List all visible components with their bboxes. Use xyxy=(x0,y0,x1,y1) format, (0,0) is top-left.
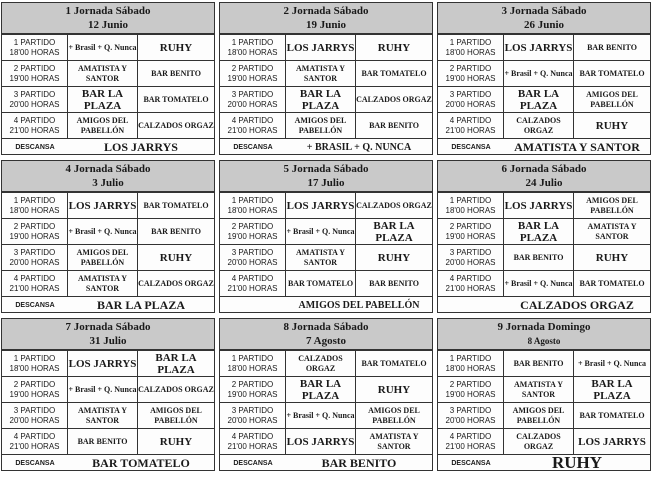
match-time: 21'00 HORAS xyxy=(9,283,60,293)
jornada-header xyxy=(219,2,433,34)
descansa-team: + BRASIL + Q. NUNCA xyxy=(306,141,412,153)
match-slot xyxy=(438,61,504,86)
home-team: AMIGOS DEL PABELLÓN xyxy=(68,245,138,270)
jornada-card xyxy=(219,160,433,313)
jornada-date: 19 Junio xyxy=(305,19,347,31)
match-slot xyxy=(2,351,68,376)
jornada-card xyxy=(219,2,433,155)
home-team: BAR LA PLAZA xyxy=(68,87,138,112)
away-team: CALZADOS ORGAZ xyxy=(356,94,432,104)
match-row xyxy=(220,428,432,454)
away-team: BAR LA PLAZA xyxy=(373,219,415,244)
match-time: 21'00 HORAS xyxy=(9,441,60,451)
match-slot xyxy=(220,377,286,402)
partido-label: 4 PARTIDO xyxy=(449,115,492,125)
partido-label: 1 PARTIDO xyxy=(449,37,492,47)
match-row xyxy=(438,34,650,60)
match-time: 20'00 HORAS xyxy=(445,257,496,267)
match-slot xyxy=(438,113,504,138)
home-team: AMIGOS DEL PABELLÓN xyxy=(286,113,356,138)
home-team: BAR BENITO xyxy=(68,429,138,454)
match-row xyxy=(438,192,650,218)
jornada-card xyxy=(437,2,651,155)
away-team: + Brasil + Q. Nunca xyxy=(577,358,646,368)
away-team: LOS JARRYS xyxy=(578,435,646,448)
match-slot xyxy=(438,35,504,60)
match-slot xyxy=(220,403,286,428)
match-slot xyxy=(438,377,504,402)
jornada-card xyxy=(1,318,215,471)
away-team: RUHY xyxy=(377,251,411,264)
match-slot xyxy=(220,87,286,112)
match-row xyxy=(2,112,214,138)
away-team: BAR TOMATELO xyxy=(579,68,645,78)
match-slot xyxy=(220,35,286,60)
partido-label: 3 PARTIDO xyxy=(13,247,56,257)
home-team: BAR TOMATELO xyxy=(286,271,356,296)
match-row xyxy=(438,112,650,138)
match-time: 18'00 HORAS xyxy=(227,205,278,215)
jornada-title: 2 Jornada Sábado xyxy=(283,5,369,17)
match-row xyxy=(220,112,432,138)
away-team: CALZADOS ORGAZ xyxy=(138,120,214,130)
match-time: 21'00 HORAS xyxy=(227,283,278,293)
away-team: RUHY xyxy=(377,41,411,54)
match-row xyxy=(2,218,214,244)
away-team: BAR LA PLAZA xyxy=(155,351,197,376)
home-team: LOS JARRYS xyxy=(286,35,356,60)
match-time: 20'00 HORAS xyxy=(9,99,60,109)
jornada-title: 7 Jornada Sábado xyxy=(65,321,151,333)
partido-label: 4 PARTIDO xyxy=(231,273,274,283)
match-time: 18'00 HORAS xyxy=(9,205,60,215)
match-time: 19'00 HORAS xyxy=(9,73,60,83)
descansa-label xyxy=(220,297,286,313)
match-row xyxy=(220,402,432,428)
partido-label: 2 PARTIDO xyxy=(231,63,274,73)
jornada-header xyxy=(1,2,215,34)
partido-label: 1 PARTIDO xyxy=(231,353,274,363)
jornada-header xyxy=(1,318,215,350)
partido-label: 2 PARTIDO xyxy=(13,63,56,73)
home-team: + Brasil + Q. Nunca xyxy=(504,61,574,86)
away-team: CALZADOS ORGAZ xyxy=(138,384,214,394)
away-team: AMIGOS DEL PABELLÓN xyxy=(368,405,420,425)
match-slot xyxy=(220,193,286,218)
match-row xyxy=(438,270,650,296)
home-team: AMATISTA Y SANTOR xyxy=(504,377,574,402)
match-row xyxy=(220,270,432,296)
partido-label: 2 PARTIDO xyxy=(449,63,492,73)
match-row xyxy=(438,376,650,402)
descansa-row xyxy=(438,454,650,471)
home-team: + Brasil + Q. Nunca xyxy=(68,35,138,60)
home-team: BAR BENITO xyxy=(504,351,574,376)
away-team: BAR TOMATELO xyxy=(361,68,427,78)
partido-label: 4 PARTIDO xyxy=(231,431,274,441)
descansa-row xyxy=(438,138,650,155)
jornada-date: 31 Julio xyxy=(89,335,127,347)
match-slot xyxy=(438,245,504,270)
away-team: RUHY xyxy=(595,251,629,264)
match-time: 19'00 HORAS xyxy=(227,231,278,241)
match-time: 18'00 HORAS xyxy=(445,47,496,57)
home-team: CALZADOS ORGAZ xyxy=(504,113,574,138)
descansa-row xyxy=(220,454,432,471)
descansa-team: LOS JARRYS xyxy=(104,139,178,154)
descansa-team: CALZADOS ORGAZ xyxy=(520,297,634,312)
jornada-header xyxy=(437,318,651,350)
match-time: 21'00 HORAS xyxy=(445,441,496,451)
match-row xyxy=(2,244,214,270)
partido-label: 3 PARTIDO xyxy=(449,405,492,415)
match-row xyxy=(438,86,650,112)
jornada-date: 7 Agosto xyxy=(305,335,347,347)
away-team: CALZADOS ORGAZ xyxy=(138,278,214,288)
home-team: BAR BENITO xyxy=(504,245,574,270)
jornada-card xyxy=(219,318,433,471)
descansa-label: DESCANSA xyxy=(451,143,491,151)
match-time: 18'00 HORAS xyxy=(445,363,496,373)
descansa-team: AMATISTA Y SANTOR xyxy=(514,139,640,154)
descansa-label: DESCANSA xyxy=(15,301,55,309)
home-team: + Brasil + Q. Nunca xyxy=(286,219,356,244)
match-row xyxy=(438,60,650,86)
match-time: 19'00 HORAS xyxy=(227,389,278,399)
match-time: 18'00 HORAS xyxy=(227,47,278,57)
jornada-date: 26 Junio xyxy=(523,19,565,31)
match-time: 20'00 HORAS xyxy=(9,415,60,425)
descansa-row xyxy=(2,454,214,471)
jornada-header xyxy=(437,160,651,192)
descansa-team: RUHY xyxy=(551,453,603,472)
match-row xyxy=(220,60,432,86)
home-team: LOS JARRYS xyxy=(68,193,138,218)
match-time: 21'00 HORAS xyxy=(445,125,496,135)
match-slot xyxy=(2,271,68,296)
home-team: AMATISTA Y SANTOR xyxy=(286,245,356,270)
partido-label: 1 PARTIDO xyxy=(13,37,56,47)
match-slot xyxy=(438,219,504,244)
match-slot xyxy=(220,245,286,270)
descansa-row xyxy=(438,296,650,313)
jornada-card xyxy=(1,2,215,155)
jornada-date: 12 Junio xyxy=(87,19,129,31)
away-team: BAR LA PLAZA xyxy=(591,377,633,402)
match-slot xyxy=(2,193,68,218)
away-team: BAR TOMATELO xyxy=(579,410,645,420)
partido-label: 1 PARTIDO xyxy=(231,37,274,47)
away-team: BAR BENITO xyxy=(369,120,419,130)
jornada-title: 1 Jornada Sábado xyxy=(65,5,151,17)
away-team: AMIGOS DEL PABELLÓN xyxy=(150,405,202,425)
match-time: 21'00 HORAS xyxy=(445,283,496,293)
jornada-card xyxy=(437,318,651,471)
jornada-date: 8 Agosto xyxy=(527,336,561,346)
partido-label: 3 PARTIDO xyxy=(449,247,492,257)
partido-label: 4 PARTIDO xyxy=(13,115,56,125)
match-time: 21'00 HORAS xyxy=(227,441,278,451)
match-row xyxy=(438,218,650,244)
home-team: LOS JARRYS xyxy=(286,429,356,454)
partido-label: 1 PARTIDO xyxy=(449,195,492,205)
jornada-card xyxy=(1,160,215,313)
away-team: AMATISTA Y SANTOR xyxy=(587,221,637,241)
descansa-label xyxy=(438,297,504,313)
match-time: 19'00 HORAS xyxy=(227,73,278,83)
jornada-header xyxy=(219,318,433,350)
partido-label: 2 PARTIDO xyxy=(449,221,492,231)
partido-label: 2 PARTIDO xyxy=(231,379,274,389)
match-row xyxy=(2,428,214,454)
partido-label: 2 PARTIDO xyxy=(449,379,492,389)
away-team: BAR TOMATELO xyxy=(143,94,209,104)
partido-label: 1 PARTIDO xyxy=(449,353,492,363)
match-row xyxy=(438,402,650,428)
home-team: LOS JARRYS xyxy=(68,351,138,376)
partido-label: 3 PARTIDO xyxy=(449,89,492,99)
partido-label: 4 PARTIDO xyxy=(231,115,274,125)
match-row xyxy=(438,244,650,270)
match-row xyxy=(220,86,432,112)
partido-label: 3 PARTIDO xyxy=(13,89,56,99)
away-team: RUHY xyxy=(377,383,411,396)
descansa-team: BAR TOMATELO xyxy=(92,455,190,470)
descansa-label: DESCANSA xyxy=(233,459,273,467)
home-team: LOS JARRYS xyxy=(504,35,574,60)
descansa-row xyxy=(220,296,432,313)
match-slot xyxy=(2,35,68,60)
match-time: 19'00 HORAS xyxy=(445,73,496,83)
home-team: AMATISTA Y SANTOR xyxy=(68,403,138,428)
match-slot xyxy=(438,87,504,112)
match-row xyxy=(438,428,650,454)
partido-label: 1 PARTIDO xyxy=(13,353,56,363)
partido-label: 4 PARTIDO xyxy=(449,273,492,283)
match-slot xyxy=(2,219,68,244)
descansa-row xyxy=(2,296,214,313)
match-slot xyxy=(438,429,504,454)
home-team: + Brasil + Q. Nunca xyxy=(504,271,574,296)
match-row xyxy=(220,218,432,244)
match-slot xyxy=(220,113,286,138)
match-slot xyxy=(2,429,68,454)
jornada-title: 8 Jornada Sábado xyxy=(283,321,369,333)
partido-label: 4 PARTIDO xyxy=(449,431,492,441)
match-slot xyxy=(2,377,68,402)
match-time: 20'00 HORAS xyxy=(227,415,278,425)
match-row xyxy=(220,34,432,60)
match-slot xyxy=(438,403,504,428)
jornada-title: 6 Jornada Sábado xyxy=(501,163,587,175)
match-slot xyxy=(220,61,286,86)
match-slot xyxy=(2,61,68,86)
away-team: RUHY xyxy=(159,251,193,264)
partido-label: 2 PARTIDO xyxy=(13,221,56,231)
away-team: BAR BENITO xyxy=(587,42,637,52)
match-time: 20'00 HORAS xyxy=(445,99,496,109)
partido-label: 4 PARTIDO xyxy=(13,431,56,441)
match-row xyxy=(220,376,432,402)
jornada-date: 17 Julio xyxy=(307,177,345,189)
partido-label: 2 PARTIDO xyxy=(13,379,56,389)
match-time: 19'00 HORAS xyxy=(445,231,496,241)
descansa-row xyxy=(2,138,214,155)
match-time: 18'00 HORAS xyxy=(227,363,278,373)
match-row xyxy=(2,60,214,86)
match-row xyxy=(2,34,214,60)
home-team: AMIGOS DEL PABELLÓN xyxy=(504,403,574,428)
match-time: 21'00 HORAS xyxy=(227,125,278,135)
partido-label: 1 PARTIDO xyxy=(13,195,56,205)
match-slot xyxy=(2,403,68,428)
match-row xyxy=(2,350,214,376)
home-team: BAR LA PLAZA xyxy=(504,219,574,244)
away-team: RUHY xyxy=(159,435,193,448)
match-time: 20'00 HORAS xyxy=(227,257,278,267)
match-slot xyxy=(220,351,286,376)
match-row xyxy=(438,350,650,376)
partido-label: 3 PARTIDO xyxy=(13,405,56,415)
away-team: CALZADOS ORGAZ xyxy=(356,200,432,210)
match-time: 19'00 HORAS xyxy=(9,389,60,399)
match-row xyxy=(2,192,214,218)
jornada-header xyxy=(219,160,433,192)
descansa-team: BAR LA PLAZA xyxy=(96,297,185,312)
jornada-card xyxy=(437,160,651,313)
partido-label: 3 PARTIDO xyxy=(231,247,274,257)
match-slot xyxy=(220,271,286,296)
match-slot xyxy=(2,245,68,270)
match-time: 18'00 HORAS xyxy=(445,205,496,215)
descansa-label: DESCANSA xyxy=(15,143,55,151)
match-time: 20'00 HORAS xyxy=(9,257,60,267)
match-time: 18'00 HORAS xyxy=(9,47,60,57)
match-slot xyxy=(438,193,504,218)
match-row xyxy=(2,376,214,402)
home-team: CALZADOS ORGAZ xyxy=(286,351,356,376)
match-slot xyxy=(2,113,68,138)
match-time: 19'00 HORAS xyxy=(9,231,60,241)
match-slot xyxy=(438,351,504,376)
match-row xyxy=(220,192,432,218)
match-time: 20'00 HORAS xyxy=(227,99,278,109)
jornada-title: 3 Jornada Sábado xyxy=(501,5,587,17)
match-time: 20'00 HORAS xyxy=(445,415,496,425)
home-team: AMATISTA Y SANTOR xyxy=(286,61,356,86)
away-team: BAR BENITO xyxy=(151,226,201,236)
away-team: BAR BENITO xyxy=(369,278,419,288)
match-slot xyxy=(220,219,286,244)
descansa-team: BAR BENITO xyxy=(321,455,397,470)
match-row xyxy=(2,270,214,296)
descansa-label: DESCANSA xyxy=(451,459,491,467)
away-team: AMIGOS DEL PABELLÓN xyxy=(586,195,638,215)
away-team: RUHY xyxy=(595,119,629,132)
descansa-team: AMIGOS DEL PABELLÓN xyxy=(298,299,420,311)
partido-label: 4 PARTIDO xyxy=(13,273,56,283)
home-team: + Brasil + Q. Nunca xyxy=(286,403,356,428)
home-team: BAR LA PLAZA xyxy=(504,87,574,112)
jornada-title: 9 Jornada Domingo xyxy=(497,321,591,333)
home-team: + Brasil + Q. Nunca xyxy=(68,377,138,402)
jornada-header xyxy=(1,160,215,192)
away-team: BAR TOMATELO xyxy=(579,278,645,288)
home-team: + Brasil + Q. Nunca xyxy=(68,219,138,244)
partido-label: 1 PARTIDO xyxy=(231,195,274,205)
home-team: LOS JARRYS xyxy=(286,193,356,218)
match-slot xyxy=(220,429,286,454)
home-team: CALZADOS ORGAZ xyxy=(504,429,574,454)
jornada-header xyxy=(437,2,651,34)
jornada-title: 4 Jornada Sábado xyxy=(65,163,151,175)
match-row xyxy=(220,244,432,270)
away-team: BAR TOMATELO xyxy=(143,200,209,210)
home-team: BAR LA PLAZA xyxy=(286,87,356,112)
jornada-date: 3 Julio xyxy=(92,177,124,189)
home-team: LOS JARRYS xyxy=(504,193,574,218)
match-slot xyxy=(2,87,68,112)
match-row xyxy=(220,350,432,376)
match-slot xyxy=(438,271,504,296)
jornada-date: 24 Julio xyxy=(525,177,563,189)
descansa-label: DESCANSA xyxy=(15,459,55,467)
home-team: AMATISTA Y SANTOR xyxy=(68,61,138,86)
match-time: 18'00 HORAS xyxy=(9,363,60,373)
away-team: RUHY xyxy=(159,41,193,54)
match-row xyxy=(2,402,214,428)
partido-label: 2 PARTIDO xyxy=(231,221,274,231)
match-row xyxy=(2,86,214,112)
home-team: BAR LA PLAZA xyxy=(286,377,356,402)
away-team: BAR BENITO xyxy=(151,68,201,78)
descansa-row xyxy=(220,138,432,155)
match-time: 21'00 HORAS xyxy=(9,125,60,135)
away-team: AMATISTA Y SANTOR xyxy=(369,431,419,451)
home-team: AMATISTA Y SANTOR xyxy=(68,271,138,296)
partido-label: 3 PARTIDO xyxy=(231,89,274,99)
descansa-label: DESCANSA xyxy=(233,143,273,151)
jornada-title: 5 Jornada Sábado xyxy=(283,163,369,175)
home-team: AMIGOS DEL PABELLÓN xyxy=(68,113,138,138)
partido-label: 3 PARTIDO xyxy=(231,405,274,415)
away-team: BAR TOMATELO xyxy=(361,358,427,368)
away-team: AMIGOS DEL PABELLÓN xyxy=(586,89,638,109)
match-time: 19'00 HORAS xyxy=(445,389,496,399)
